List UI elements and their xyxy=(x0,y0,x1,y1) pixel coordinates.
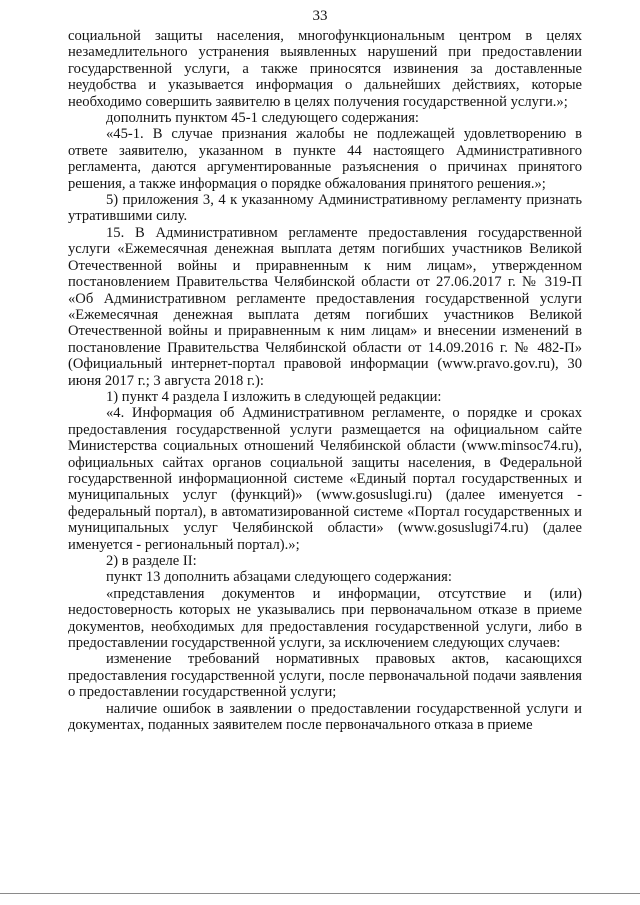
paragraph: 2) в разделе II: xyxy=(106,553,197,569)
page-number: 33 xyxy=(312,8,328,24)
paragraph: «представления документов и информации, отсутствие и (или) недостоверность которых не указывались при первоначальном отказе в приеме документов, необходимых для предоставления государственной услуги, либо в предоставлении государственной услуги, за исключением следующих случаев: xyxy=(68,585,582,652)
paragraph: «4. Информация об Административном регламенте, о порядке и сроках предоставления государственной услуги размещается на официальном сайте Министерства социальных отношений Челябинской области (www.minsoc74.ru), официальных сайтах органов социальной защиты населения, в Федеральной государственной информационной системе «Единый портал государственных и муниципальных услуг (функций)» (www.gosuslugi.ru) (далее именуется - федеральный портал), в автоматизированной системе «Портал государственных и муниципальных услуг Челябинской области» (www.gosuslugi74.ru) (далее именуется - региональный портал).»; xyxy=(68,405,582,553)
paragraph: социальной защиты населения, многофункциональным центром в целях незамедлительного устранения выявленных нарушений при предоставлении государственной услуги, а также приносятся извинения за доставленные неудобства и указывается информация о дальнейших действиях, которые необходимо совершить заявителю в целях получения государственной услуги.»; xyxy=(68,28,582,110)
paragraph: 15. В Административном регламенте предоставления государственной услуги «Ежемесячная денежная выплата детям погибших участников Великой Отечественной войны и приравненным к ним лицам», утвержденном постановлением Правительства Челябинской области от 27.06.2017 г. № 319-П «Об Административном регламенте предоставления государственной услуги «Ежемесячная денежная выплата детям погибших участников Великой Отечественной войны и приравненным к ним лицам» и внесении изменений в постановление Правительства Челябинской области от 14.09.2016 г. № 482-П» (Официальный интернет-портал правовой информации (www.pravo.gov.ru), 30 июня 2017 г.; 3 августа 2018 г.): xyxy=(68,224,582,389)
paragraph: «45-1. В случае признания жалобы не подлежащей удовлетворению в ответе заявителю, указанном в пункте 44 настоящего Административного регламента, даются аргументированные разъяснения о причинах принятого решения, а также информация о порядке обжалования принятого решения.»; xyxy=(68,126,582,192)
paragraph: пункт 13 дополнить абзацами следующего содержания: xyxy=(106,569,452,586)
bottom-rule xyxy=(0,893,640,894)
paragraph: изменение требований нормативных правовых актов, касающихся предоставления государственной услуги, после первоначальной подачи заявления о предоставлении государственной услуги; xyxy=(68,651,582,701)
document-body xyxy=(68,28,582,733)
paragraph: 5) приложения 3, 4 к указанному Административному регламенту признать утратившими силу. xyxy=(68,192,582,225)
paragraph: наличие ошибок в заявлении о предоставлении государственной услуги и документах, поданных заявителем после первоначального отказа в приеме xyxy=(68,700,582,734)
paragraph: дополнить пунктом 45-1 следующего содержания: xyxy=(106,110,419,127)
paragraph: 1) пункт 4 раздела I изложить в следующей редакции: xyxy=(106,388,442,405)
